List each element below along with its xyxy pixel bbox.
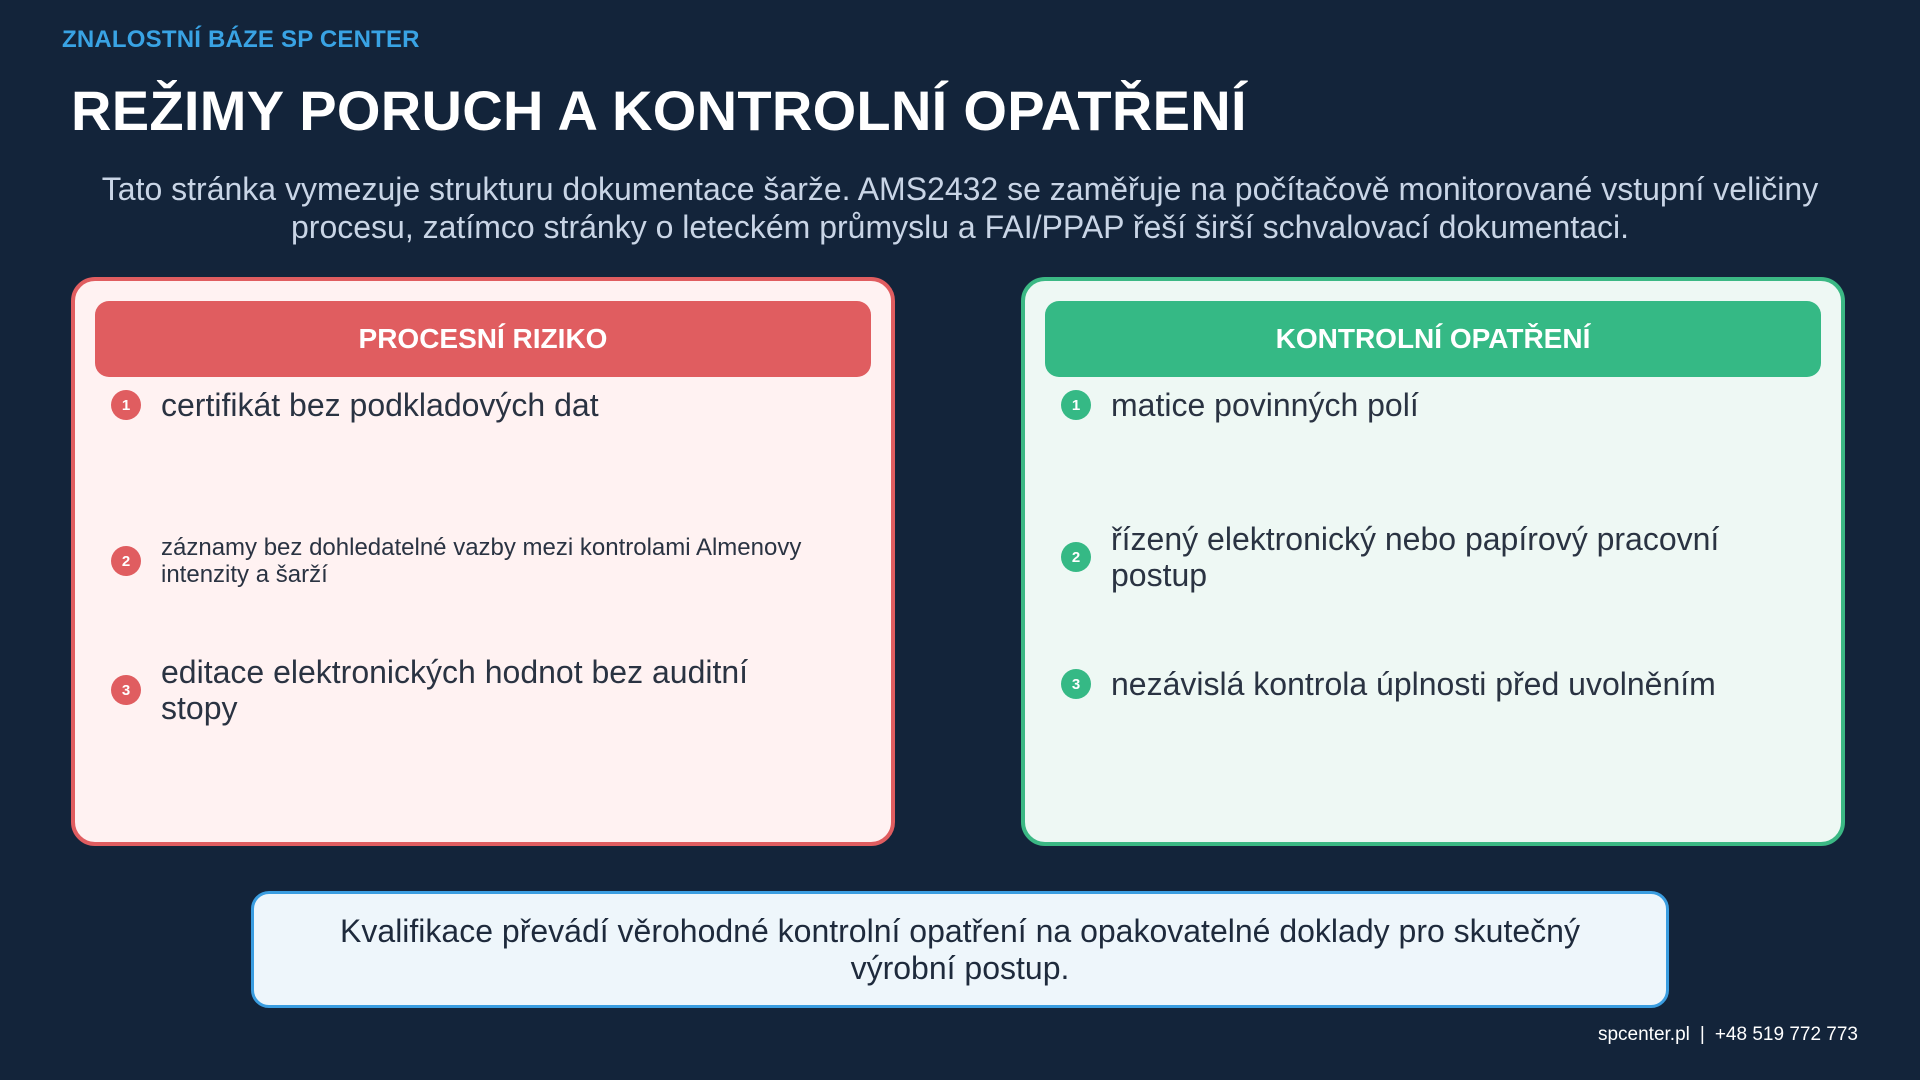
page-title: REŽIMY PORUCH A KONTROLNÍ OPATŘENÍ (71, 79, 1247, 142)
risk-panel-header: PROCESNÍ RIZIKO (95, 301, 871, 377)
risk-item-1 (111, 387, 831, 423)
risk-item-3 (111, 654, 811, 726)
control-item-3 (1061, 666, 1781, 702)
footer-phone: +48 519 772 773 (1714, 1024, 1858, 1045)
control-item-number: 2 (1061, 542, 1091, 572)
control-item-text: nezávislá kontrola úplnosti před uvolněním (1111, 666, 1716, 702)
control-item-number: 1 (1061, 390, 1091, 420)
risk-item-number: 2 (111, 546, 141, 576)
page-subtitle: Tato stránka vymezuje strukturu dokumentace šarže. AMS2432 se zaměřuje na počítačově monitorované vstupní veličiny procesu, zatímco stránky o leteckém průmyslu a FAI/PPAP řeší širší schvalovací dokumentaci. (101, 171, 1819, 245)
control-item-text: řízený elektronický nebo papírový pracovní postup (1111, 521, 1720, 593)
risk-item-text: editace elektronických hodnot bez auditní stopy (161, 654, 749, 726)
control-panel (1021, 277, 1845, 846)
footer-website: spcenter.pl (1597, 1024, 1690, 1045)
risk-panel (71, 277, 895, 846)
control-panel-header: KONTROLNÍ OPATŘENÍ (1045, 301, 1821, 377)
risk-item-2 (111, 534, 831, 588)
risk-item-number: 1 (111, 390, 141, 420)
footer-contact (1598, 1024, 1858, 1046)
control-item-number: 3 (1061, 669, 1091, 699)
footer-separator: | (1699, 1024, 1705, 1045)
control-item-text: matice povinných polí (1111, 387, 1419, 423)
control-item-2 (1061, 521, 1761, 593)
control-item-1 (1061, 387, 1781, 423)
risk-item-number: 3 (111, 675, 141, 705)
brand-label: ZNALOSTNÍ BÁZE SP CENTER (62, 26, 420, 53)
summary-callout: Kvalifikace převádí věrohodné kontrolní opatření na opakovatelné doklady pro skutečný výrobní postup. (251, 891, 1669, 1008)
risk-item-text: záznamy bez dohledatelné vazby mezi kontrolami Almenovy intenzity a šarží (161, 534, 802, 588)
risk-item-text: certifikát bez podkladových dat (161, 387, 599, 423)
